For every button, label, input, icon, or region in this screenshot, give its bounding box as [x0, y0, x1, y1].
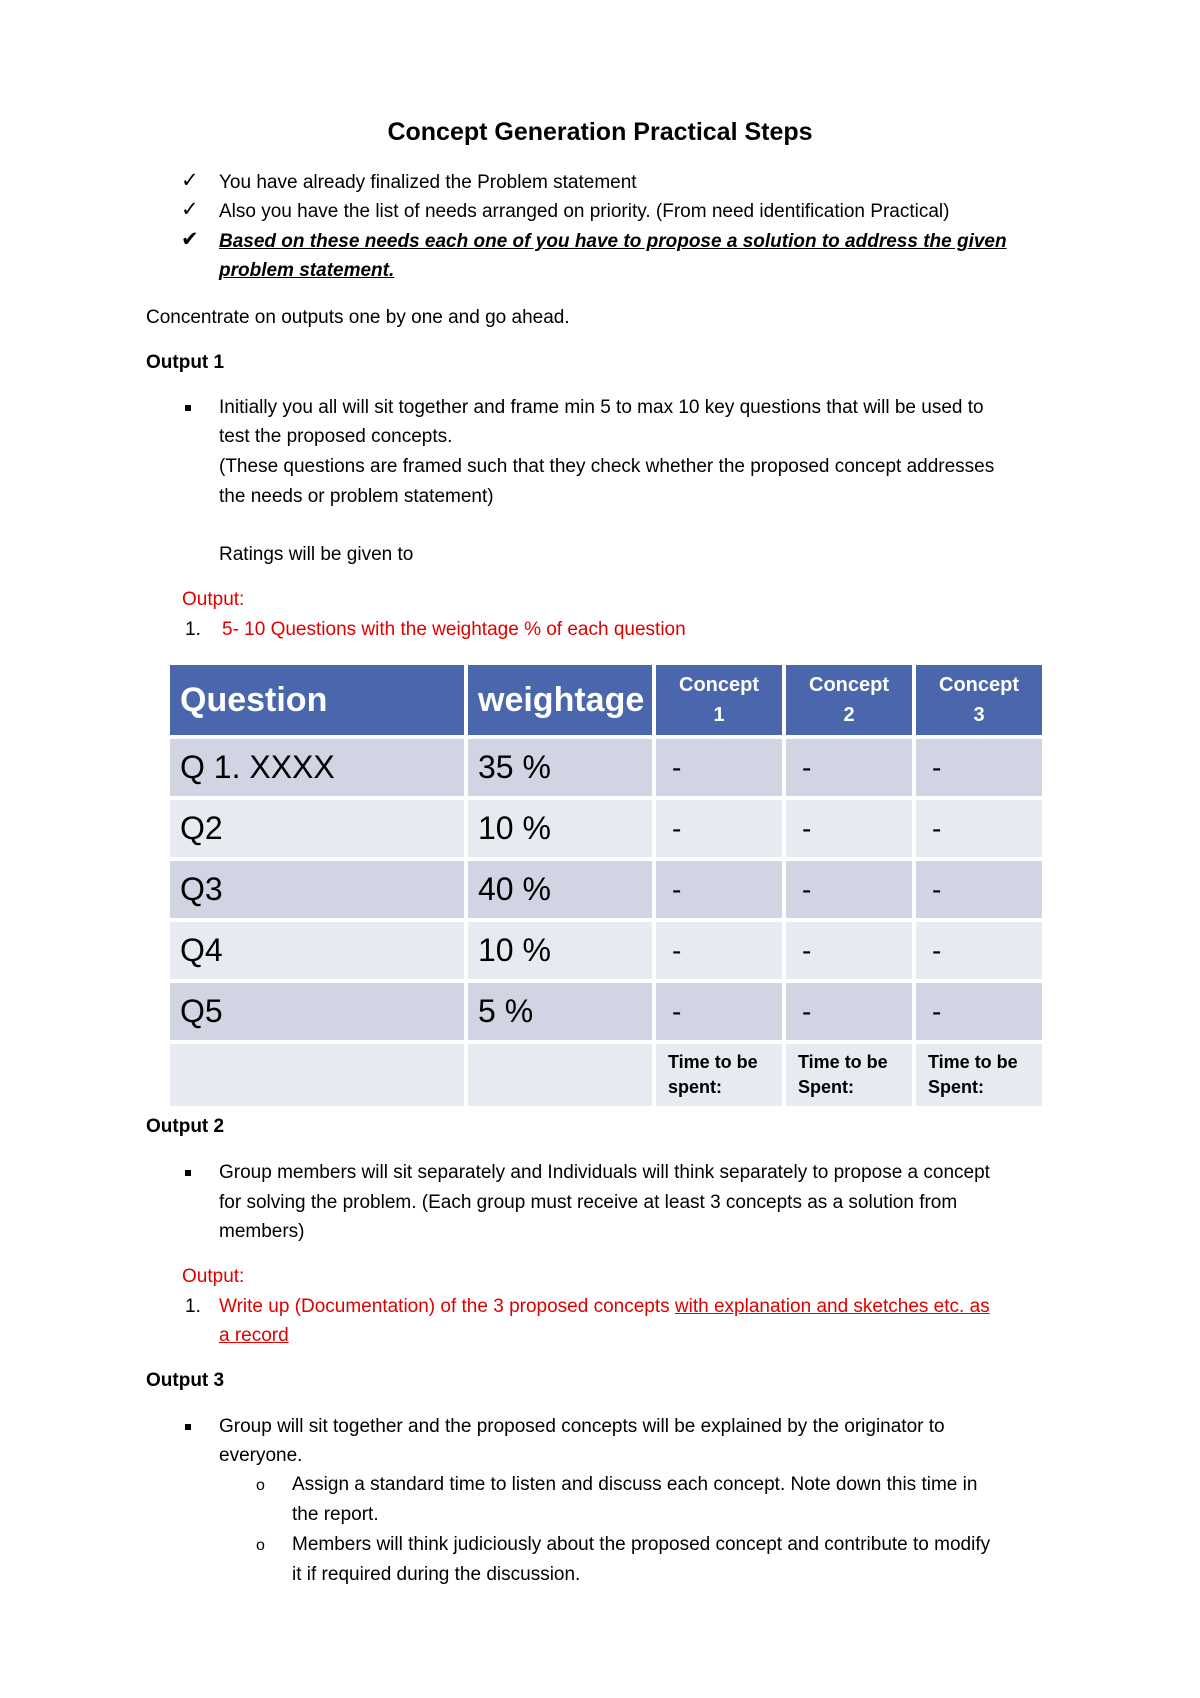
output2-bullet-line3: members): [219, 1221, 305, 1242]
concept-cell: -: [656, 983, 782, 1040]
circle-bullet-icon: o: [256, 1537, 265, 1554]
ratings-text: Ratings will be given to: [219, 544, 414, 565]
output2-bullet-line2: for solving the problem. (Each group must receive at least 3 concepts as a solution from: [219, 1192, 958, 1213]
header-concept-2: Concept 2: [786, 665, 912, 735]
check-item-2: Also you have the list of needs arranged on priority. (From need identification Practical): [219, 201, 950, 222]
concept-cell: -: [786, 800, 912, 857]
output3-heading: Output 3: [146, 1370, 225, 1391]
table-row: [170, 739, 1042, 796]
circle-bullet-icon: o: [256, 1477, 265, 1494]
output1-item-text: 5- 10 Questions with the weightage % of each question: [222, 619, 686, 640]
table-header-row: [170, 665, 1042, 735]
concept-cell: -: [916, 739, 1042, 796]
header-weightage: weightage: [468, 665, 652, 735]
bullet-icon: [185, 405, 191, 411]
check-item-3-line2: problem statement.: [219, 260, 395, 281]
concept-cell: -: [916, 922, 1042, 979]
page-title: Concept Generation Practical Steps: [387, 118, 813, 146]
checkmark-icon: ✓: [181, 198, 199, 221]
checkmark-icon: ✔: [181, 228, 199, 251]
question-cell: Q 1. XXXX: [170, 739, 464, 796]
empty-cell: [170, 1044, 464, 1106]
time-cell-1: Time to be spent:: [656, 1044, 782, 1106]
table-row: [170, 800, 1042, 857]
question-cell: Q4: [170, 922, 464, 979]
time-row: [170, 1044, 1042, 1106]
output1-bullet-line3: (These questions are framed such that they check whether the proposed concept addresses: [219, 456, 995, 477]
question-cell: Q3: [170, 861, 464, 918]
output2-item-number: 1.: [185, 1296, 201, 1317]
output3-bullet-line2: everyone.: [219, 1445, 303, 1466]
output2-bullet-line1: Group members will sit separately and Individuals will think separately to propose a concept: [219, 1162, 990, 1183]
bullet-icon: [185, 1170, 191, 1176]
output1-item-number: 1.: [185, 619, 201, 640]
output3-sub-item-2-line2: it if required during the discussion.: [292, 1564, 581, 1585]
concept-cell: -: [786, 861, 912, 918]
output2-output-label: Output:: [182, 1266, 245, 1287]
checkmark-icon: ✓: [181, 169, 199, 192]
weightage-table: [166, 661, 1046, 1110]
header-concept-1: Concept 1: [656, 665, 782, 735]
output2-item-text-line2: a record: [219, 1325, 289, 1346]
concept-cell: -: [786, 739, 912, 796]
output3-bullet-line1: Group will sit together and the proposed concepts will be explained by the originator to: [219, 1416, 945, 1437]
concept-cell: -: [786, 983, 912, 1040]
concept-cell: -: [656, 922, 782, 979]
output3-sub-item-2-line1: Members will think judiciously about the proposed concept and contribute to modify: [292, 1534, 991, 1555]
intro-text: Concentrate on outputs one by one and go ahead.: [146, 307, 570, 328]
concept-cell: -: [916, 800, 1042, 857]
empty-cell: [468, 1044, 652, 1106]
output1-heading: Output 1: [146, 352, 225, 373]
output1-bullet-line1: Initially you all will sit together and frame min 5 to max 10 key questions that will be used to: [219, 397, 984, 418]
concept-cell: -: [916, 861, 1042, 918]
concept-cell: -: [656, 739, 782, 796]
weightage-cell: 10 %: [468, 800, 652, 857]
time-cell-2: Time to be Spent:: [786, 1044, 912, 1106]
weightage-cell: 10 %: [468, 922, 652, 979]
output3-sub-item-1-line1: Assign a standard time to listen and discuss each concept. Note down this time in: [292, 1474, 978, 1495]
header-concept-3: Concept 3: [916, 665, 1042, 735]
output2-heading: Output 2: [146, 1116, 225, 1137]
concept-cell: -: [656, 861, 782, 918]
output1-output-label: Output:: [182, 589, 245, 610]
concept-cell: -: [916, 983, 1042, 1040]
output1-bullet-line4: the needs or problem statement): [219, 486, 494, 507]
weightage-cell: 35 %: [468, 739, 652, 796]
check-item-1: You have already finalized the Problem statement: [219, 172, 637, 193]
header-question: Question: [170, 665, 464, 735]
concept-cell: -: [786, 922, 912, 979]
weightage-cell: 40 %: [468, 861, 652, 918]
concept-cell: -: [656, 800, 782, 857]
output1-bullet-line2: test the proposed concepts.: [219, 426, 453, 447]
output2-item-text: Write up (Documentation) of the 3 proposed concepts with explanation and sketches etc. as: [219, 1296, 990, 1317]
weightage-cell: 5 %: [468, 983, 652, 1040]
question-cell: Q5: [170, 983, 464, 1040]
table-row: [170, 983, 1042, 1040]
bullet-icon: [185, 1424, 191, 1430]
output3-sub-item-1-line2: the report.: [292, 1504, 379, 1525]
check-item-3-line1: Based on these needs each one of you have to propose a solution to address the given: [219, 231, 1007, 252]
question-cell: Q2: [170, 800, 464, 857]
table-row: [170, 922, 1042, 979]
table-row: [170, 861, 1042, 918]
time-cell-3: Time to be Spent:: [916, 1044, 1042, 1106]
